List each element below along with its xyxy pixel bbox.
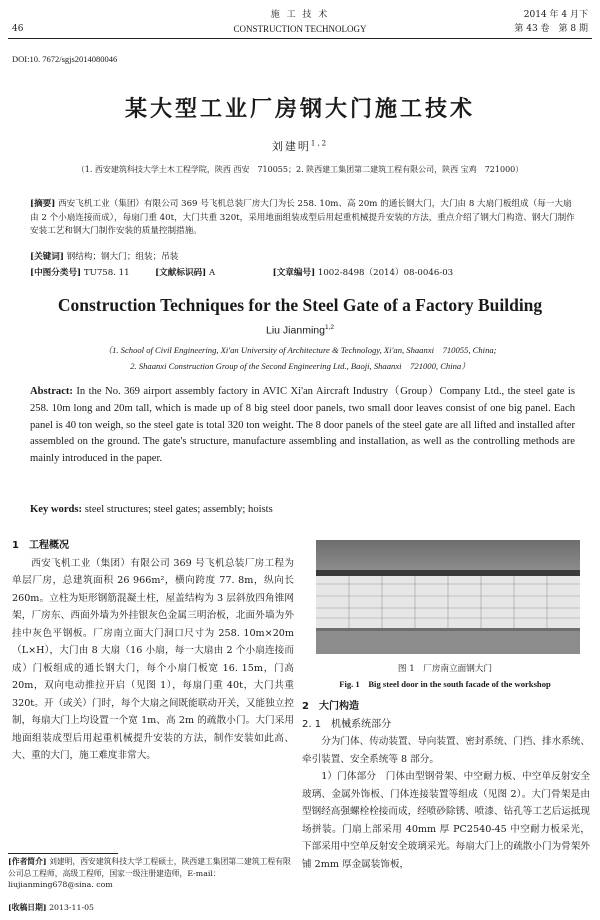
author-cn [0,138,600,154]
author-cn-sup: 1,2 [310,139,329,148]
keywords-cn-label: [关键词] [30,252,64,262]
affiliation-en-2: 2. Shaanxi Construction Group of the Second Engineering Ltd., Baoji, Shaanxi 721000, China） [130,361,470,371]
abstract-en [30,384,575,468]
received-date [8,902,298,914]
received-value: 2013-11-05 [49,903,95,912]
doi: DOI:10. 7672/sgjs2014080046 [12,54,118,64]
abstract-cn-label: [摘要] [30,199,56,209]
journal-name-en: CONSTRUCTION TECHNOLOGY [233,24,367,34]
author-bio-label: [作者简介] [8,857,47,866]
keywords-cn [30,251,575,265]
clc-label: [中图分类号] [30,268,82,278]
factory-building-illustration [316,540,580,654]
section-1-heading: 1 工程概况 [12,540,69,551]
clc-value: TU758. 11 [83,268,130,278]
issue-date: 2014 年 4 月下 [523,10,588,20]
section-1 [12,537,294,765]
author-bio-text: 刘建明，西安建筑科技大学工程硕士，陕西建工集团第二建筑工程有限公司总工程师，高级工程师，国家一级注册建造师，E-mail：liujianming678@sina. com [8,857,291,889]
article-no-label: [文章编号] [272,268,316,278]
figure-caption-cn: 图 1 厂房南立面钢大门 [397,664,493,674]
section-2-para-2: 1）门体部分 门体由型钢骨架、中空耐力板、中空单反射安全玻璃、金属外饰板、门体连接装置等组成（见图 2）。大门骨架是由型钢经高强螺栓栓接而成，经喷砂除锈、喷漆、钻孔等工艺后运抵现场拼装。门扇上部采用 40mm 厚 PC2540-45 中空耐力板采光，下部采用中空单反射安全玻璃采光。每扇大门上的疏散小门为骨架外铺 2mm 厚金属装饰板， [302,771,590,870]
abstract-en-text: In the No. 369 airport assembly factory in AVIC Xi'an Aircraft Industry（Group）Company Ltd., the steel gate is 258. 10m long and 20m tall, which is made up of 8 big steel door panels, two small door leaves consist of one big panel. Each panel is 40 ton weigh, so the steel gate is total 320 ton weight. The 8 door panels of the steel gate are all lifted and installed after assembled on the ground. The gate's structure, manufacture assembling and installation, as well as the controlling methods are mainly introduced in the paper. [30,386,576,465]
footnote-rule [8,853,118,854]
author-cn-name: 刘建明 [271,140,311,153]
author-bio [8,856,298,891]
section-2-para-1: 分为门体、传动装置、导向装置、密封系统、门挡、排水系统、牵引装置、安全系统等 8 部分。 [302,736,590,765]
section-2-heading: 2 大门构造 [302,701,359,712]
journal-name-cn: 施 工 技 术 [270,10,330,20]
keywords-en [30,502,575,519]
abstract-cn-text: 西安飞机工业（集团）有限公司 369 号飞机总装厂房大门为长 258. 10m、高 20m 的通长钢大门，大门由 8 大扇门板组成（每一大扇由 2 个小扇连接而成），每扇门重 40t，大门共重 320t，采用地面组装成型后用起重机械提升安装的方法，重点介绍了钢大门构造、钢大门制作安装工艺和钢大门制作安装的质量控制措施。 [30,199,575,237]
section-2-1-heading: 2. 1 机械系统部分 [302,718,392,730]
title-cn: 某大型工业厂房钢大门施工技术 [124,97,475,122]
keywords-cn-text: 钢结构；钢大门；组装；吊装 [66,252,179,262]
keywords-en-label: Key words: [30,504,83,515]
page-number: 46 [12,24,24,34]
affiliation-en-1: （1. School of Civil Engineering, Xi'an University of Architecture & Technology, Xi'an, Shaanxi 710055, China; [103,345,497,355]
title-en: Construction Techniques for the Steel Gate of a Factory Building [57,295,543,315]
article-no-value: 1002-8498（2014）08-0046-03 [317,268,454,278]
author-en-name: Liu Jianming [266,324,325,337]
received-label: [收稿日期] [8,903,47,912]
affiliation-cn: （1. 西安建筑科技大学土木工程学院，陕西 西安 710055；2. 陕西建工集团第二建筑工程有限公司，陕西 宝鸡 721000） [76,165,524,174]
abstract-en-label: Abstract: [30,386,73,397]
keywords-en-text: steel structures; steel gates; assembly; hoists [84,504,273,515]
figure-caption-en: Fig. 1 Big steel door in the south facade of the workshop [339,679,551,689]
header-rule [8,38,592,39]
abstract-cn [30,198,575,239]
author-en [0,324,600,337]
volume-issue: 第 43 卷 第 8 期 [514,24,588,34]
figure-photo [316,540,580,654]
doc-code-value: A [208,268,216,278]
author-en-sup: 1,2 [324,324,334,331]
section-1-body: 西安飞机工业（集团）有限公司 369 号飞机总装厂房工程为单层厂房，总建筑面积 26 966m²，横向跨度 77. 8m，纵向长 260m。立柱为矩形钢筋混凝土柱，屋盖结构为 3 层斜放四角锥网架，厂房东、西面外墙为外挂银灰色金属三明治板，北面外墙为外挂中灰色平钢板。厂房南立面大门洞口尺寸为 258. 10m×20m（L×H），大门由 8 大扇（16 小扇，每一大扇由 2 个小扇连接而成）门板组成的通长钢大门，每个小扇门板宽 16. 15m，门高 20m，双向电动推拉开启（见图 1），每扇门重 40t，大门共重 320t。开（或关）门时，每个大扇之间既能联动开关，又能独立控制，每扇大门上均设置一个宽 1m、高 2m 的疏散小门。大门采用地面组装成型后用起重机械提升安装的方法，制作安装如此高、大、重的大门，施工难度非常大。 [12,557,294,761]
classification-row [30,267,575,281]
doc-code-label: [文献标识码] [155,268,207,278]
section-2 [302,698,590,873]
